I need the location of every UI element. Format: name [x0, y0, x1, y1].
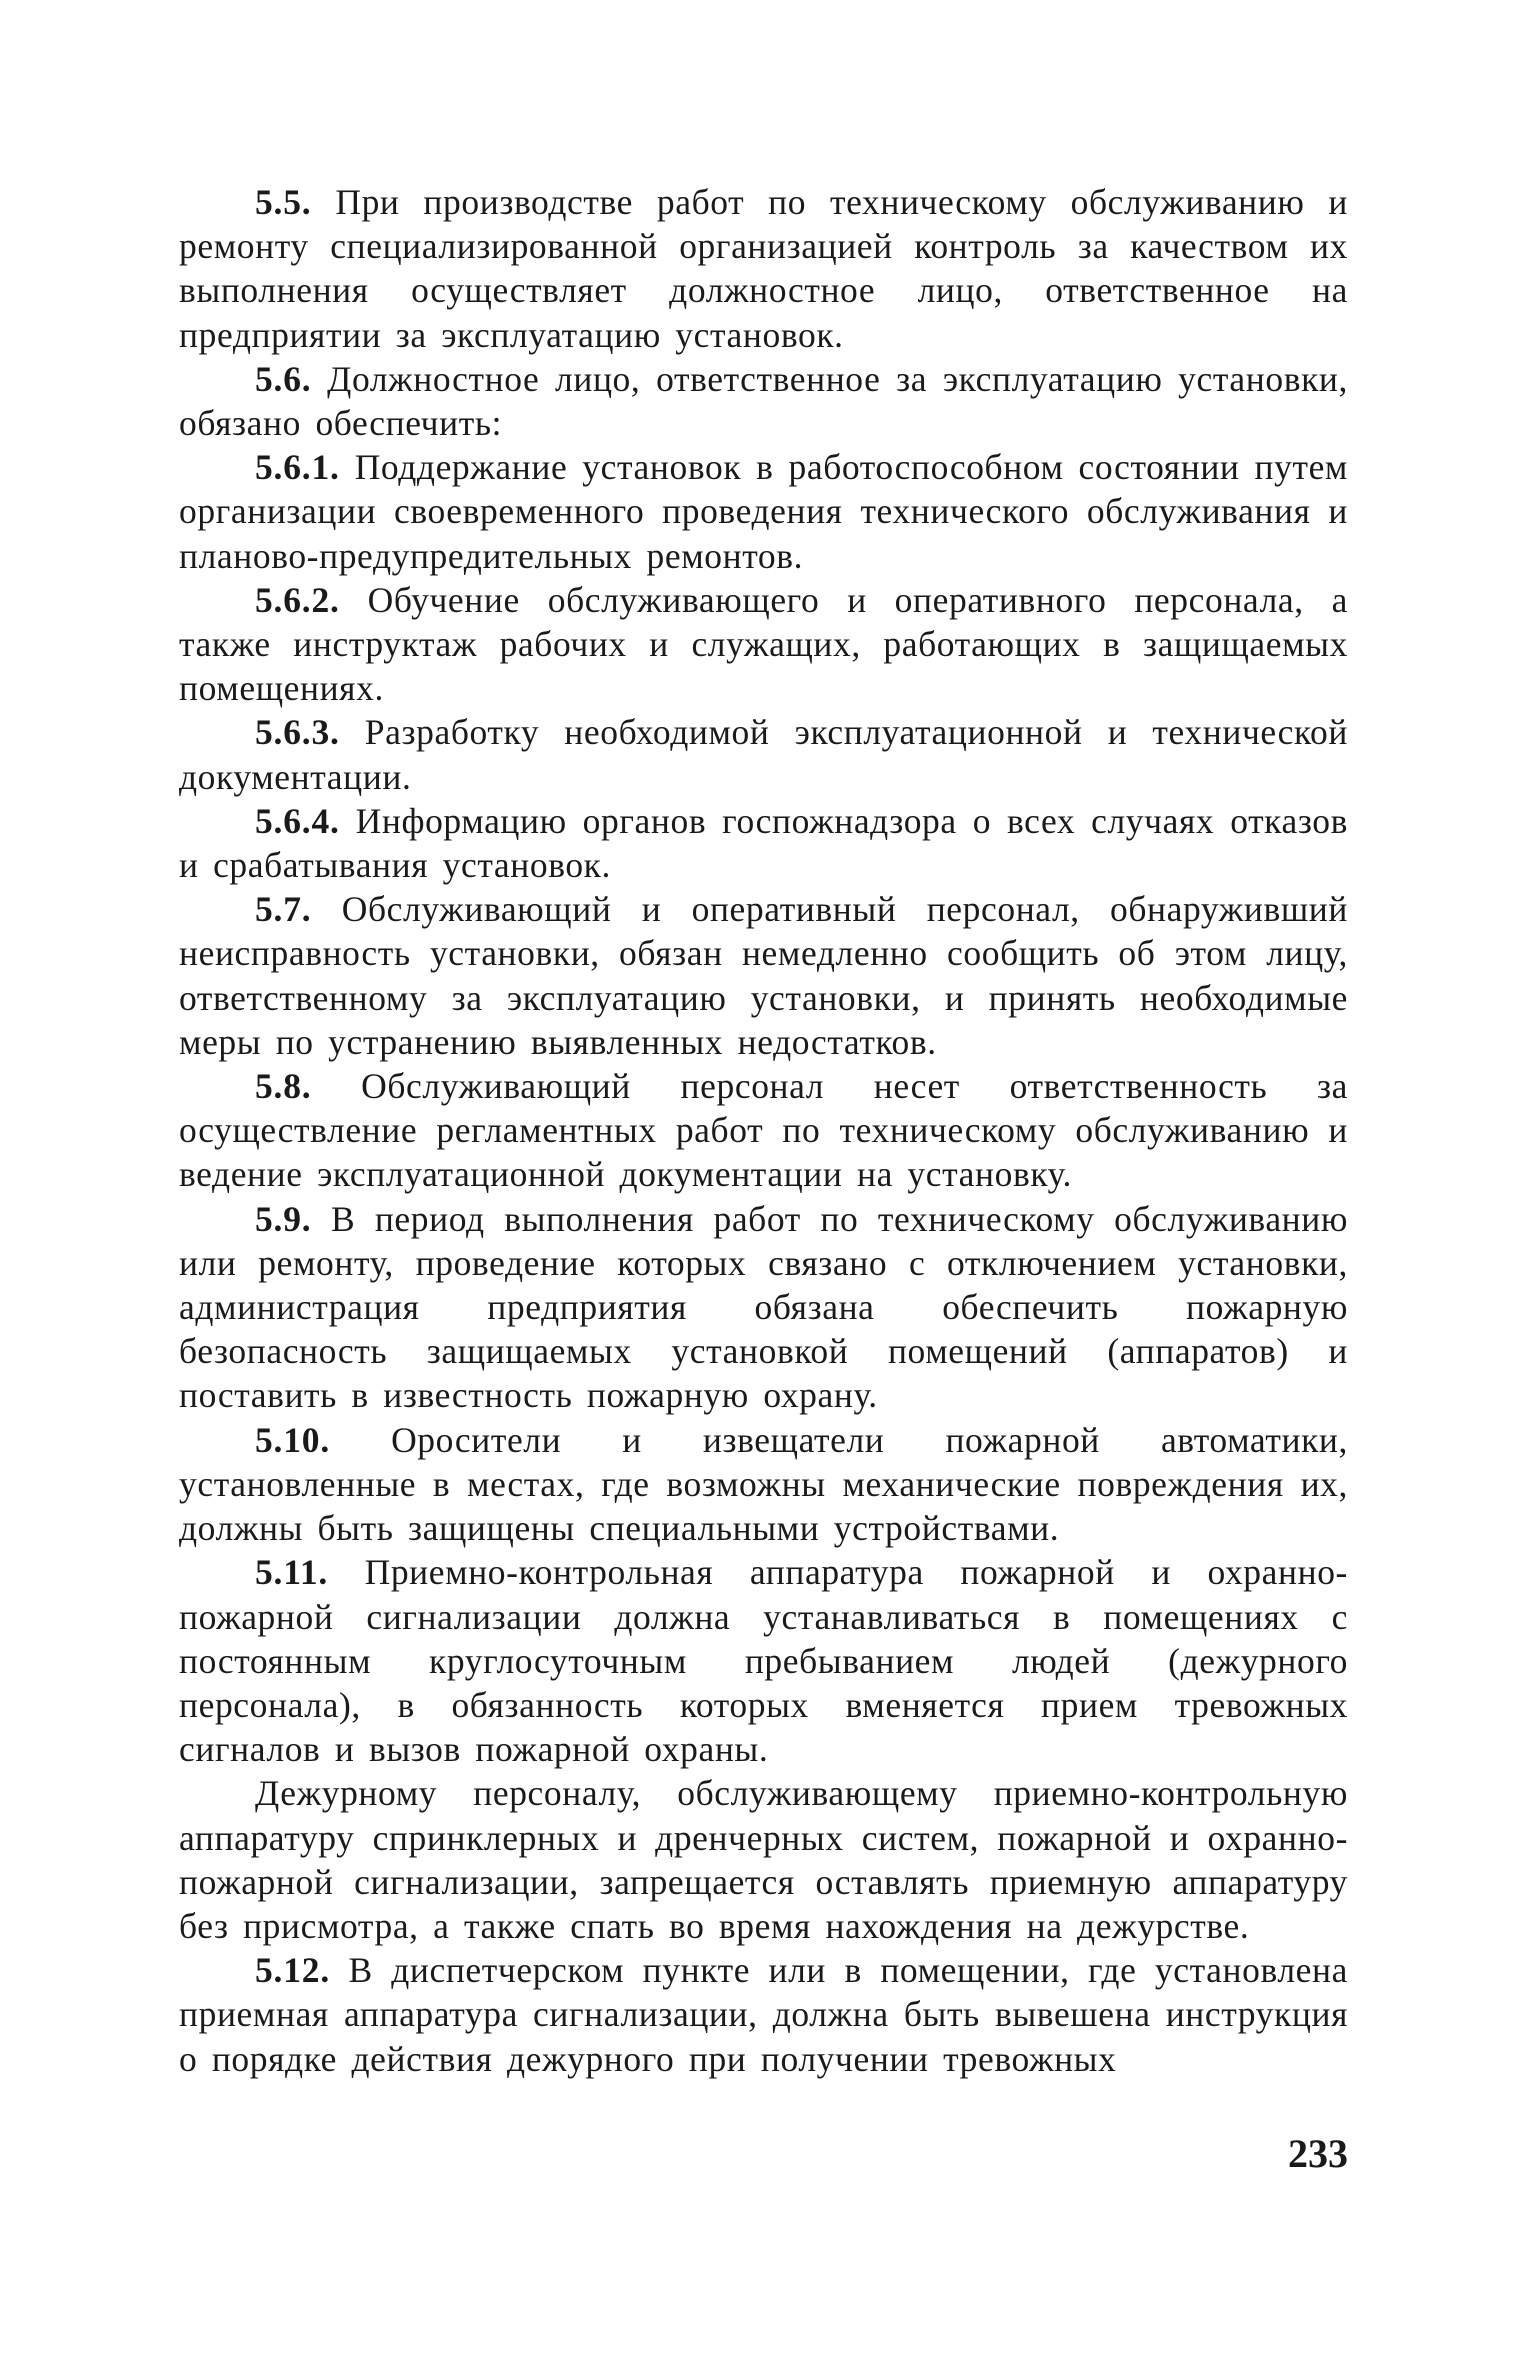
paragraph-5-6-2	[179, 578, 1348, 711]
paragraph-number: 5.6.4.	[255, 800, 340, 841]
paragraph-5-5	[179, 180, 1348, 357]
paragraph-text: При производстве работ по техническому обслуживанию и ремонту специализированной организацией контроль за качеством их выполнения осуществляет должностное лицо, ответственное на предприятии за эксплуатацию установок.	[179, 182, 1348, 355]
paragraph-5-10	[179, 1418, 1348, 1551]
paragraph-number: 5.12.	[255, 1950, 330, 1991]
paragraph-text: В диспетчерском пункте или в помещении, где установлена приемная аппаратура сигнализации, должна быть вывешена инструкция о порядке действия дежурного при получении тревожных	[179, 1950, 1348, 2079]
paragraph-text: Поддержание установок в работоспособном состоянии путем организации своевременного проведения технического обслуживания и планово-предупредительных ремонтов.	[179, 447, 1348, 576]
paragraph-number: 5.10.	[255, 1419, 330, 1460]
paragraph-5-6-4	[179, 799, 1348, 887]
paragraph-5-6-1	[179, 445, 1348, 578]
paragraph-text: Оросители и извещатели пожарной автоматики, установленные в местах, где возможны механические повреждения их, должны быть защищены специальными устройствами.	[179, 1419, 1348, 1549]
paragraph-number: 5.6.2.	[255, 579, 340, 620]
paragraph-5-11-continued	[179, 1771, 1348, 1948]
paragraph-number: 5.9.	[255, 1198, 312, 1239]
paragraph-number: 5.8.	[255, 1066, 312, 1107]
paragraph-text: Приемно-контрольная аппаратура пожарной и охранно-пожарной сигнализации должна устанавливаться в помещениях с постоянным круглосуточным пребыванием людей (дежурного персонала), в обязанность которых вменяется прием тревожных сигналов и вызов пожарной охраны.	[179, 1552, 1348, 1770]
paragraph-text: Разработку необходимой эксплуатационной и технической документации.	[179, 712, 1348, 797]
paragraph-text: Обслуживающий персонал несет ответственность за осуществление регламентных работ по техническому обслуживанию и ведение эксплуатационной документации на установку.	[179, 1066, 1348, 1195]
paragraph-text: Обслуживающий и оперативный персонал, обнаруживший неисправность установки, обязан немедленно сообщить об этом лицу, ответственному за эксплуатацию установки, и принять необходимые меры по устранению выявленных недостатков.	[179, 889, 1348, 1062]
paragraph-number: 5.11.	[255, 1552, 329, 1593]
paragraph-5-6	[179, 357, 1348, 445]
paragraph-5-9	[179, 1197, 1348, 1418]
paragraph-5-8	[179, 1064, 1348, 1197]
paragraph-text: В период выполнения работ по техническому обслуживанию или ремонту, проведение которых связано с отключением установки, администрация предприятия обязана обеспечить пожарную безопасность защищаемых установкой помещений (аппаратов) и поставить в известность пожарную охрану.	[179, 1198, 1348, 1416]
page-number: 233	[1288, 2131, 1348, 2176]
paragraph-number: 5.5.	[255, 182, 312, 222]
paragraph-text: Обучение обслуживающего и оперативного персонала, а также инструктаж рабочих и служащих, работающих в защищаемых помещениях.	[179, 579, 1348, 709]
paragraph-number: 5.6.3.	[255, 712, 340, 753]
paragraph-number: 5.7.	[255, 889, 312, 930]
paragraph-text: Информацию органов госпожнадзора о всех случаях отказов и срабатывания установок.	[179, 800, 1348, 886]
document-page	[179, 180, 1348, 2081]
paragraph-text: Должностное лицо, ответственное за эксплуатацию установки, обязано обеспечить:	[179, 358, 1348, 444]
paragraph-5-6-3	[179, 710, 1348, 798]
paragraph-5-7	[179, 887, 1348, 1064]
paragraph-number: 5.6.1.	[255, 447, 340, 488]
paragraph-5-11	[179, 1550, 1348, 1771]
paragraph-text: Дежурному персоналу, обслуживающему приемно-контрольную аппаратуру спринклерных и дренчерных систем, пожарной и охранно-пожарной сигнализации, запрещается оставлять приемную аппаратуру без присмотра, а также спать во время нахождения на дежурстве.	[179, 1773, 1348, 1946]
paragraph-number: 5.6.	[255, 358, 312, 399]
paragraph-5-12	[179, 1948, 1348, 2081]
